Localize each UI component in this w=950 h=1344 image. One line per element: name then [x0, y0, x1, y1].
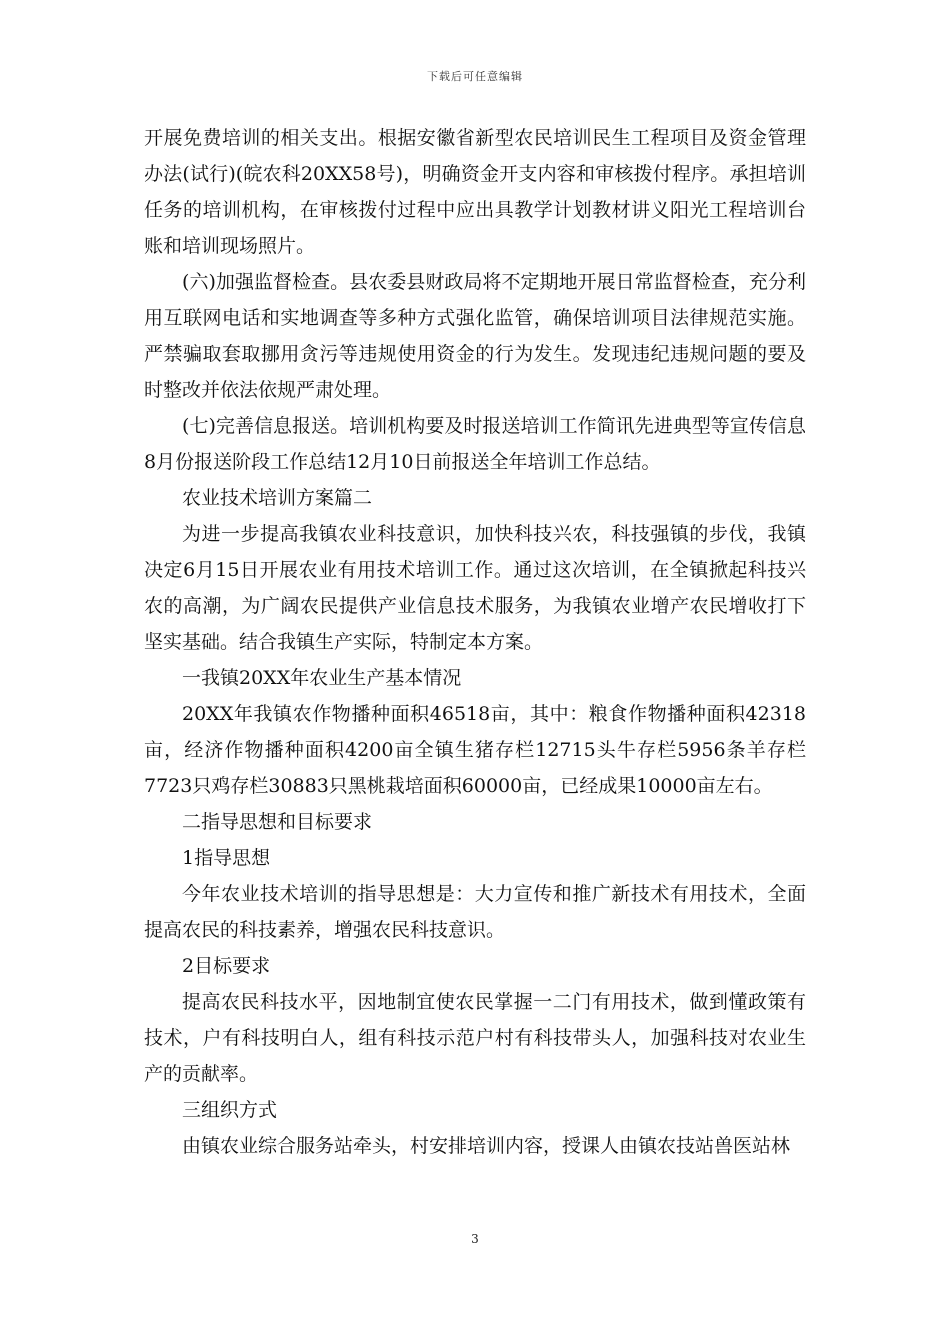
section-heading: 三组织方式 — [182, 1099, 278, 1121]
section-heading: 二指导思想和目标要求 — [182, 811, 373, 833]
document-body — [144, 120, 806, 1164]
page-number: 3 — [471, 1232, 479, 1246]
subsection-heading: 1指导思想 — [182, 847, 271, 869]
paragraph: (七)完善信息报送。培训机构要及时报送培训工作简讯先进典型等宣传信息8月份报送阶段工作总结12月10日前报送全年培训工作总结。 — [144, 415, 806, 473]
section-heading: 农业技术培训方案篇二 — [182, 487, 373, 509]
paragraph: 开展免费培训的相关支出。根据安徽省新型农民培训民生工程项目及资金管理办法(试行)(皖农科20XX58号)，明确资金开支内容和审核拨付程序。承担培训任务的培训机构，在审核拨付过程中应出具教学计划教材讲义阳光工程培训台账和培训现场照片。 — [144, 127, 806, 257]
paragraph: 提高农民科技水平，因地制宜使农民掌握一二门有用技术，做到懂政策有技术，户有科技明白人，组有科技示范户村有科技带头人，加强科技对农业生产的贡献率。 — [144, 991, 806, 1085]
paragraph: 20XX年我镇农作物播种面积46518亩，其中：粮食作物播种面积42318亩，经济作物播种面积4200亩全镇生猪存栏12715头牛存栏5956条羊存栏7723只鸡存栏30883只黑桃栽培面积60000亩，已经成果10000亩左右。 — [144, 703, 806, 797]
section-heading: 一我镇20XX年农业生产基本情况 — [182, 667, 462, 689]
subsection-heading: 2目标要求 — [182, 955, 271, 977]
paragraph: (六)加强监督检查。县农委县财政局将不定期地开展日常监督检查，充分利用互联网电话和实地调查等多种方式强化监管，确保培训项目法律规范实施。严禁骗取套取挪用贪污等违规使用资金的行为发生。发现违纪违规问题的要及时整改并依法依规严肃处理。 — [144, 271, 806, 401]
paragraph: 为进一步提高我镇农业科技意识，加快科技兴农，科技强镇的步伐，我镇决定6月15日开展农业有用技术培训工作。通过这次培训，在全镇掀起科技兴农的高潮，为广阔农民提供产业信息技术服务，为我镇农业增产农民增收打下坚实基础。结合我镇生产实际，特制定本方案。 — [144, 523, 806, 653]
paragraph: 由镇农业综合服务站牵头，村安排培训内容，授课人由镇农技站兽医站林 — [182, 1135, 791, 1157]
page-header: 下载后可任意编辑 — [427, 70, 523, 83]
paragraph: 今年农业技术培训的指导思想是：大力宣传和推广新技术有用技术，全面提高农民的科技素养，增强农民科技意识。 — [144, 883, 806, 941]
